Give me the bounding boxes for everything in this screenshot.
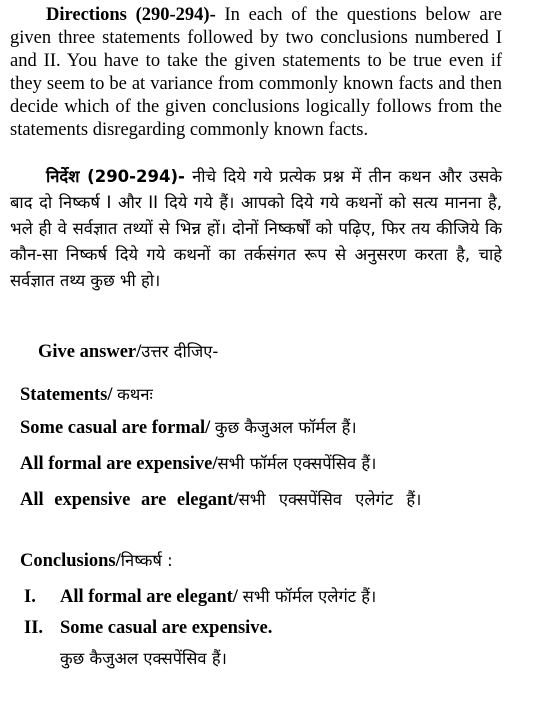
conclusion-2 (24, 618, 272, 639)
statement-2 (20, 451, 376, 475)
directions-hindi (10, 164, 502, 294)
statement-3 (20, 486, 510, 514)
directions-english (10, 4, 502, 142)
give-answer (38, 339, 218, 363)
conclusion-1-en: All formal are elegant/ (60, 587, 238, 607)
conclusion-2-hi: कुछ कैजुअल एक्सपेंसिव हैं। (60, 649, 227, 668)
statement-3-en: All expensive are elegant/ (20, 490, 239, 510)
conclusion-2-hindi-line (60, 646, 227, 670)
statements-heading-en: Statements/ (20, 385, 113, 405)
statement-1 (20, 415, 357, 439)
conclusions-heading (20, 548, 173, 572)
statements-heading-hi: कथनः (117, 385, 153, 404)
conclusion-1-hi: सभी फॉर्मल एलेगंट हैं। (242, 587, 377, 606)
statement-3-hi: सभी एक्सपेंसिव एलेगंट हैं। (238, 490, 422, 509)
conclusions-heading-hi: निष्कर्ष : (120, 551, 173, 570)
directions-body-hi: नीचे दिये गये प्रत्येक प्रश्न में तीन कथन और उसके बाद दो निष्कर्ष I और II दिये गये हैं। आपको दिये गये कथनों को सत्य मानना है, भले ही वे सर्वज्ञात तथ्यों से भिन्न हों। दोनों निष्कर्षों को पढ़िए, फिर तय कीजिये कि कौन-सा निष्कर्ष दिये गये कथनों का तर्कसंगत रूप से अनुसरण करता है, चाहे सर्वज्ञात तथ्य कुछ भी हो। (10, 167, 503, 290)
conclusions-heading-en: Conclusions/ (20, 551, 121, 571)
conclusion-1-number: I. (24, 587, 36, 607)
statement-1-hi: कुछ कैजुअल फॉर्मल हैं। (214, 418, 357, 437)
conclusion-1 (24, 584, 376, 608)
statement-2-hi: सभी फॉर्मल एक्सपेंसिव हैं। (217, 454, 377, 473)
directions-body-en: In each of the questions below are given three statements followed by two conclusions numbered I and II. You have to take the given statements to be true even if they seem to be at variance from commonly known facts and then decide which of the given conclusions logically follows from the statements disregarding commonly known facts. (10, 5, 503, 140)
statements-heading (20, 382, 153, 406)
conclusion-2-en: Some casual are expensive. (60, 618, 273, 638)
conclusion-2-number: II. (24, 618, 44, 638)
directions-heading-en: Directions (290-294)- (46, 5, 216, 25)
give-answer-en: Give answer/ (38, 342, 142, 362)
directions-heading-hi: निर्देश (290-294)- (46, 167, 185, 186)
statement-1-en: Some casual are formal/ (20, 418, 211, 438)
statement-2-en: All formal are expensive/ (20, 454, 218, 474)
give-answer-hi: उत्तर दीजिए- (141, 342, 219, 361)
